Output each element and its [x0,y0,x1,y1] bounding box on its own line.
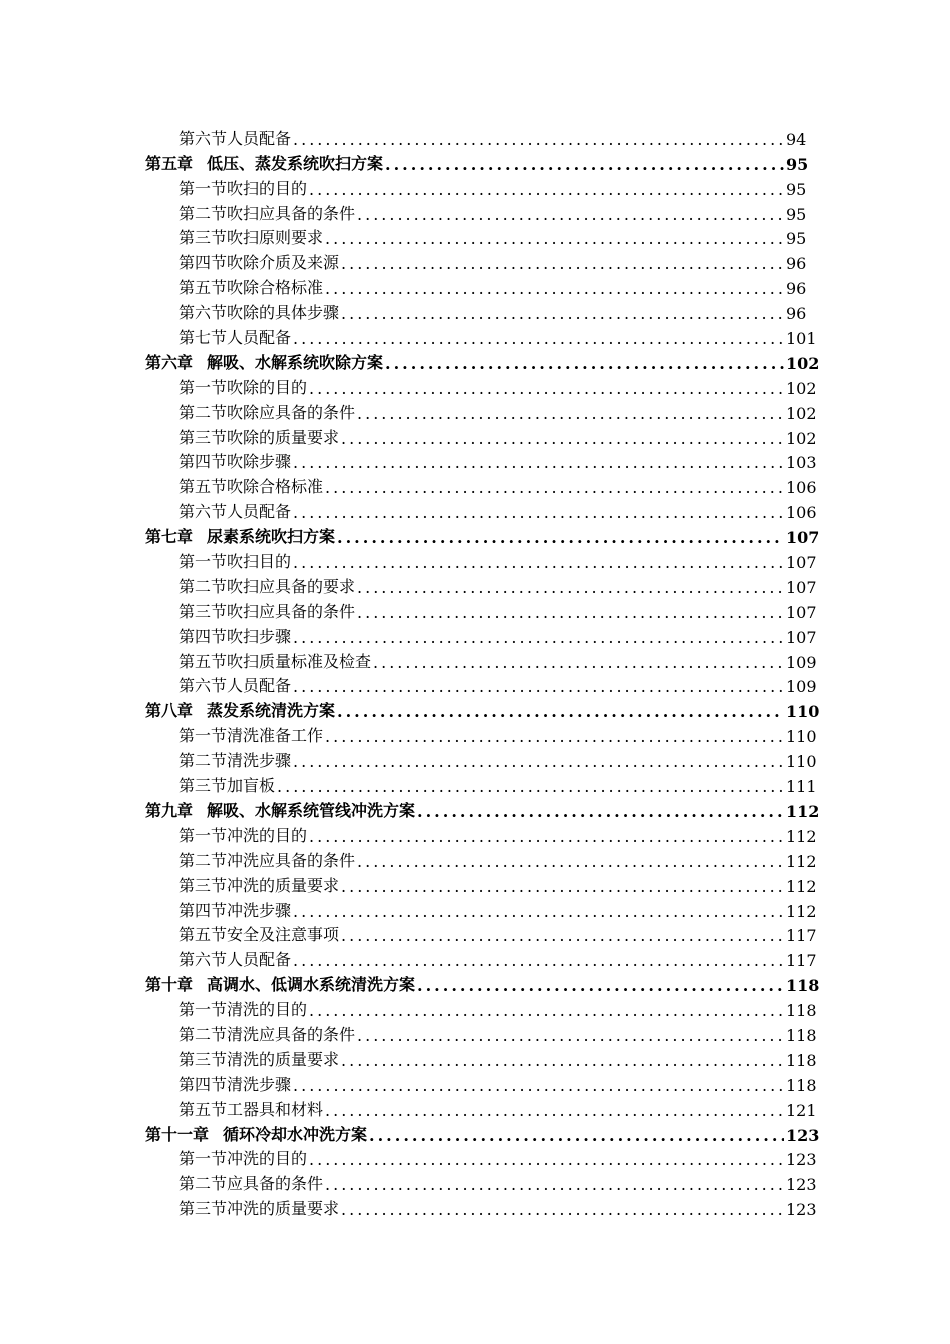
toc-dot-leader [357,205,784,224]
toc-entry-number: 第一节 [179,825,228,845]
toc-section-row[interactable] [145,199,806,224]
toc-section-row[interactable] [145,945,817,971]
toc-entry-title: 冲洗的质量要求 [227,875,340,895]
toc-entry-title: 工器具和材料 [227,1099,324,1119]
toc-entry-number: 第一节 [179,178,228,198]
toc-entry-title: 吹扫目的 [227,552,292,572]
toc-dot-leader [309,1001,784,1020]
toc-dot-leader [341,1200,784,1219]
toc-section-row[interactable] [145,622,817,647]
toc-dot-leader [341,254,784,273]
toc-entry-number: 第一节 [179,1149,228,1169]
toc-entry-number: 第四节 [179,900,228,920]
toc-dot-leader [309,827,784,846]
toc-entry-title: 吹扫应具备的要求 [227,576,356,596]
toc-entry-number: 第一节 [179,377,228,397]
toc-chapter-row[interactable] [145,149,809,174]
toc-entry-number: 第十章 [145,975,194,995]
toc-section-row[interactable] [145,323,817,349]
toc-page-number: 102 [786,428,817,448]
toc-dot-leader [325,1101,784,1120]
toc-page-number: 107 [786,528,820,548]
toc-chapter-row[interactable] [145,696,820,722]
toc-page-number: 95 [786,179,807,199]
toc-dot-leader [293,553,784,572]
toc-entry-title: 清洗应具备的条件 [227,1024,356,1044]
toc-page-number: 110 [786,702,820,722]
toc-entry-number: 第五节 [179,1099,228,1119]
toc-section-row[interactable] [145,896,817,921]
toc-page-number: 102 [786,403,817,423]
toc-entry-title: 清洗准备工作 [227,726,324,746]
toc-entry-title: 清洗步骤 [227,1074,292,1094]
toc-dot-leader [385,155,784,174]
toc-dot-leader [357,578,784,597]
toc-section-row[interactable] [145,1045,817,1070]
toc-page-number: 111 [786,777,817,797]
toc-entry-title: 清洗的目的 [227,1000,308,1020]
toc-dot-leader [325,727,784,746]
toc-page-number: 112 [786,826,817,846]
toc-entry-number: 第二节 [179,402,228,422]
toc-entry-number: 第三节 [179,776,228,796]
toc-entry-title: 吹扫应具备的条件 [227,203,356,223]
toc-dot-leader [293,1076,784,1095]
toc-entry-number: 第六章 [145,352,194,372]
toc-section-row[interactable] [145,497,817,523]
toc-dot-leader [293,503,784,522]
toc-section-row[interactable] [145,995,817,1021]
toc-entry-title: 冲洗的质量要求 [227,1199,340,1219]
toc-dot-leader [341,926,784,945]
toc-chapter-row[interactable] [145,1120,820,1145]
toc-page-number: 96 [786,279,807,299]
toc-page-number: 112 [786,851,817,871]
toc-dot-leader [277,777,784,796]
toc-page-number: 112 [786,901,817,921]
toc-dot-leader [309,1150,784,1169]
toc-entry-title: 人员配备 [227,328,292,348]
toc-entry-number: 第二节 [179,1174,228,1194]
toc-section-row[interactable] [145,547,817,573]
toc-entry-number: 第五节 [179,278,228,298]
toc-section-row[interactable] [145,1020,817,1045]
toc-section-row[interactable] [145,224,806,249]
toc-entry-number: 第五章 [145,153,194,173]
toc-entry-number: 第二节 [179,1024,228,1044]
toc-dot-leader [325,1175,784,1194]
table-of-contents [145,124,820,1220]
toc-entry-title: 解吸、水解系统管线冲洗方案 [207,800,416,820]
toc-entry-title: 冲洗的目的 [227,825,308,845]
toc-page-number: 109 [786,677,817,697]
toc-entry-number: 第五节 [179,477,228,497]
toc-entry-title: 吹除合格标准 [227,477,324,497]
toc-dot-leader [293,130,784,149]
toc-page-number: 107 [786,602,817,622]
toc-entry-number: 第三节 [179,1199,228,1219]
toc-page-number: 118 [786,1001,817,1021]
toc-section-row[interactable] [145,398,817,423]
toc-page-number: 94 [786,129,807,149]
toc-section-row[interactable] [145,721,817,747]
toc-chapter-row[interactable] [145,970,820,996]
toc-section-row[interactable] [145,746,817,772]
toc-page-number: 118 [786,1050,817,1070]
toc-entry-title: 吹除介质及来源 [227,253,340,273]
toc-page-number: 112 [786,801,820,821]
toc-dot-leader [325,279,784,298]
toc-entry-number: 第三节 [179,601,228,621]
toc-entry-title: 蒸发系统清洗方案 [207,701,336,721]
toc-dot-leader [357,1026,784,1045]
toc-entry-title: 吹除的质量要求 [227,427,340,447]
toc-section-row[interactable] [145,821,817,846]
toc-dot-leader [293,453,784,472]
toc-entry-number: 第三节 [179,1049,228,1069]
toc-entry-title: 冲洗应具备的条件 [227,850,356,870]
toc-entry-title: 冲洗的目的 [227,1149,308,1169]
toc-entry-number: 第七节 [179,328,228,348]
toc-page-number: 95 [786,204,807,224]
toc-section-row[interactable] [145,472,817,498]
toc-entry-title: 冲洗步骤 [227,900,292,920]
toc-dot-leader [293,752,784,771]
toc-section-row[interactable] [145,1169,817,1195]
toc-page-number: 95 [786,229,807,249]
toc-entry-number: 第七章 [145,527,194,547]
toc-section-row[interactable] [145,248,806,273]
toc-section-row[interactable] [145,871,817,896]
toc-section-row[interactable] [145,373,817,398]
toc-entry-title: 加盲板 [227,776,276,796]
toc-entry-title: 安全及注意事项 [227,925,340,945]
toc-page-number: 103 [786,453,817,473]
toc-entry-title: 吹扫步骤 [227,626,292,646]
toc-entry-number: 第六节 [179,502,228,522]
toc-page-number: 123 [786,1150,817,1170]
toc-chapter-row[interactable] [145,796,820,821]
toc-entry-title: 吹扫应具备的条件 [227,601,356,621]
toc-entry-title: 高调水、低调水系统清洗方案 [207,975,416,995]
toc-entry-title: 循环冷却水冲洗方案 [223,1124,368,1144]
toc-dot-leader [341,304,784,323]
toc-page-number: 123 [786,1200,817,1220]
toc-entry-number: 第十一章 [145,1124,210,1144]
toc-section-row[interactable] [145,273,806,298]
toc-entry-title: 人员配备 [227,502,292,522]
toc-entry-title: 吹除合格标准 [227,278,324,298]
toc-entry-title: 尿素系统吹扫方案 [207,527,336,547]
toc-entry-title: 吹除应具备的条件 [227,402,356,422]
toc-page-number: 106 [786,503,817,523]
toc-page-number: 123 [786,1125,820,1145]
toc-entry-number: 第六节 [179,128,228,148]
toc-entry-number: 第一节 [179,1000,228,1020]
toc-page-number: 109 [786,652,817,672]
toc-entry-title: 吹扫质量标准及检查 [227,651,372,671]
toc-dot-leader [357,404,784,423]
toc-page-number: 96 [786,254,807,274]
toc-dot-leader [357,852,784,871]
toc-page-number: 121 [786,1100,817,1120]
toc-dot-leader [357,603,784,622]
toc-entry-number: 第二节 [179,850,228,870]
toc-section-row[interactable] [145,647,817,672]
toc-entry-number: 第三节 [179,875,228,895]
toc-entry-title: 吹除的具体步骤 [227,303,340,323]
toc-page-number: 95 [786,154,809,174]
toc-page-number: 117 [786,951,817,971]
toc-dot-leader [293,329,784,348]
toc-entry-number: 第二节 [179,203,228,223]
toc-entry-number: 第二节 [179,751,228,771]
toc-dot-leader [337,702,784,721]
toc-page-number: 118 [786,1075,817,1095]
toc-entry-number: 第六节 [179,950,228,970]
toc-entry-title: 清洗步骤 [227,751,292,771]
toc-dot-leader [293,951,784,970]
toc-section-row[interactable] [145,423,817,448]
toc-dot-leader [325,229,784,248]
toc-chapter-row[interactable] [145,522,820,548]
toc-entry-number: 第五节 [179,925,228,945]
toc-entry-title: 吹扫的目的 [227,178,308,198]
toc-section-row[interactable] [145,298,806,323]
toc-dot-leader [373,653,784,672]
toc-dot-leader [309,180,784,199]
toc-page-number: 101 [786,329,817,349]
toc-entry-number: 第四节 [179,626,228,646]
toc-entry-number: 第三节 [179,427,228,447]
toc-entry-title: 吹扫原则要求 [227,228,324,248]
toc-chapter-row[interactable] [145,348,820,373]
toc-section-row[interactable] [145,1070,817,1095]
toc-page-number: 106 [786,478,817,498]
toc-page-number: 107 [786,553,817,573]
toc-entry-number: 第四节 [179,1074,228,1094]
toc-section-row[interactable] [145,124,806,149]
toc-section-row[interactable] [145,448,817,473]
toc-page-number: 117 [786,926,817,946]
toc-dot-leader [293,628,784,647]
toc-dot-leader [293,677,784,696]
toc-dot-leader [385,354,784,373]
toc-entry-number: 第四节 [179,253,228,273]
toc-section-row[interactable] [145,672,817,697]
toc-section-row[interactable] [145,1095,817,1120]
toc-page-number: 110 [786,727,817,747]
toc-dot-leader [417,976,784,995]
toc-section-row[interactable] [145,1194,817,1220]
toc-page-number: 107 [786,577,817,597]
toc-dot-leader [309,379,784,398]
toc-entry-number: 第五节 [179,651,228,671]
toc-entry-number: 第九章 [145,800,194,820]
toc-dot-leader [337,528,784,547]
toc-entry-title: 吹除步骤 [227,452,292,472]
toc-section-row[interactable] [145,572,817,597]
toc-page-number: 107 [786,627,817,647]
toc-entry-title: 吹除的目的 [227,377,308,397]
toc-page-number: 118 [786,1025,817,1045]
toc-entry-title: 人员配备 [227,950,292,970]
toc-entry-number: 第六节 [179,303,228,323]
toc-entry-number: 第六节 [179,676,228,696]
toc-dot-leader [325,478,784,497]
toc-page-number: 112 [786,876,817,896]
toc-page-number: 102 [786,378,817,398]
toc-entry-title: 清洗的质量要求 [227,1049,340,1069]
toc-dot-leader [341,429,784,448]
toc-entry-title: 解吸、水解系统吹除方案 [207,352,384,372]
toc-section-row[interactable] [145,1145,817,1170]
toc-dot-leader [369,1126,784,1145]
toc-entry-title: 人员配备 [227,128,292,148]
toc-entry-number: 第一节 [179,726,228,746]
toc-page-number: 123 [786,1175,817,1195]
toc-entry-title: 应具备的条件 [227,1174,324,1194]
toc-dot-leader [341,877,784,896]
toc-entry-number: 第三节 [179,228,228,248]
toc-entry-number: 第一节 [179,552,228,572]
toc-dot-leader [417,802,784,821]
toc-dot-leader [341,1051,784,1070]
toc-section-row[interactable] [145,174,806,199]
toc-section-row[interactable] [145,921,817,946]
toc-entry-number: 第四节 [179,452,228,472]
toc-entry-number: 第八章 [145,701,194,721]
toc-entry-title: 人员配备 [227,676,292,696]
toc-section-row[interactable] [145,597,817,622]
toc-entry-title: 低压、蒸发系统吹扫方案 [207,153,384,173]
toc-page-number: 102 [786,353,820,373]
toc-entry-number: 第二节 [179,576,228,596]
toc-section-row[interactable] [145,771,817,797]
toc-page-number: 96 [786,304,807,324]
toc-dot-leader [293,902,784,921]
toc-page-number: 118 [786,976,820,996]
toc-section-row[interactable] [145,846,817,871]
toc-page-number: 110 [786,752,817,772]
